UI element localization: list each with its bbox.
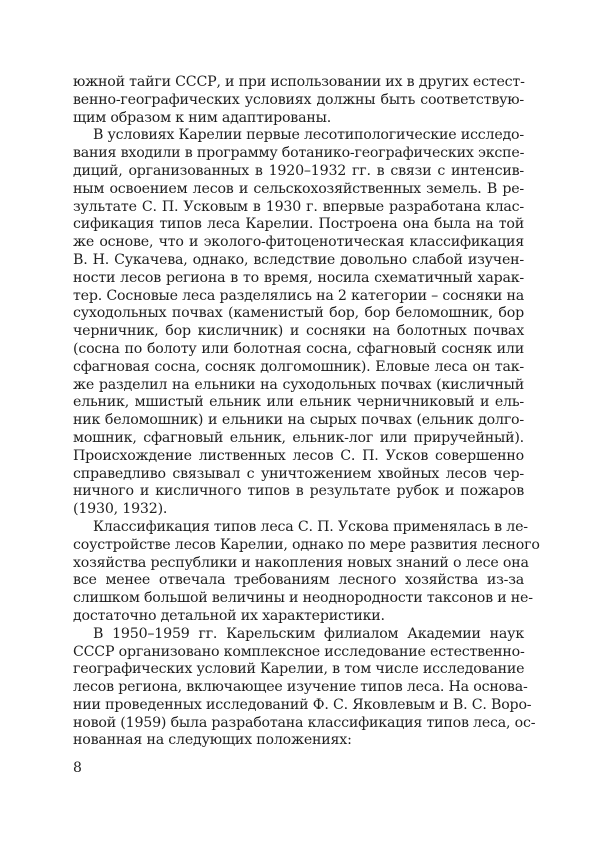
text-line: (сосна по болоту или болотная сосна, сфагновый сосняк или [73, 340, 524, 357]
text-line: хозяйства республики и накопления новых знаний о лесе она [73, 554, 529, 571]
text-line: мошник, сфагновый ельник, ельник-лог или приручейный). [73, 429, 524, 446]
text-line: ник беломошник) и ельники на сырых почвах (ельник долго- [73, 412, 524, 429]
text-line: географических условий Карелии, в том числе исследование [73, 661, 525, 678]
text-line: сфагновая сосна, сосняк долгомошник). Еловые леса он так- [73, 358, 524, 375]
paragraph [73, 74, 524, 127]
text-line: Классификация типов леса С. П. Ускова применялась в ле- [93, 518, 528, 535]
text-line: ности лесов региона в то время, носила схематичный харак- [73, 269, 524, 286]
text-line: все менее отвечала требованиям лесного хозяйства из-за [73, 572, 524, 589]
text-line: зультате С. П. Усковым в 1930 г. впервые разработана клас- [73, 198, 524, 215]
text-line: соустройстве лесов Карелии, однако по мере развития лесного [73, 536, 540, 553]
text-line: новой (1959) была разработана классификация типов леса, ос- [73, 714, 536, 731]
text-line: вания входили в программу ботанико-географических экспе- [73, 145, 525, 162]
page-body-text [73, 74, 540, 750]
text-line: В 1950–1959 гг. Карельским филиалом Академии наук [93, 625, 524, 642]
text-line: справедливо связывал с уничтожением хвойных лесов чер- [73, 465, 524, 482]
text-line: сификация типов леса Карелии. Построена она была на той [73, 216, 524, 233]
text-line: черничник, бор кисличник) и сосняки на болотных почвах [73, 323, 524, 340]
text-line: В условиях Карелии первые лесотипологические исследо- [93, 127, 524, 144]
text-line: венно-географических условиях должны быть соответствую- [73, 91, 524, 108]
text-line: южной тайги СССР, и при использовании их в других естест- [73, 74, 525, 90]
text-line: ным освоением лесов и сельскохозяйственных земель. В ре- [73, 180, 524, 197]
text-line: СССР организовано комплексное исследование естественно- [73, 643, 525, 660]
paragraph [73, 127, 524, 519]
text-line: слишком большой величины и неоднородности таксонов и не- [73, 590, 533, 607]
text-line: нованная на следующих положениях: [73, 732, 352, 749]
text-line: лесов региона, включающее изучение типов леса. На основа- [73, 679, 528, 696]
text-line: нии проведенных исследований Ф. С. Яковлевым и В. С. Воро- [73, 696, 532, 713]
paragraph [73, 625, 536, 751]
text-line: (1930, 1932). [73, 501, 168, 518]
text-line: суходольных почвах (каменистый бор, бор беломошник, бор [73, 305, 524, 322]
text-line: диций, организованных в 1920–1932 гг. в связи с интенсив- [73, 162, 524, 179]
page-number: 8 [73, 760, 82, 776]
paragraph [73, 518, 540, 626]
text-line: ельник, мшистый ельник или ельник черничниковый и ель- [73, 394, 524, 411]
text-line: Происхождение лиственных лесов С. П. Усков совершенно [73, 447, 524, 464]
text-line: тер. Сосновые леса разделялись на 2 категории – сосняки на [73, 287, 524, 304]
text-line: же разделил на ельники на суходольных почвах (кисличный [73, 376, 524, 393]
text-line: щим образом к ним адаптированы. [73, 109, 332, 126]
text-line: достаточно детальной их характеристики. [73, 607, 385, 624]
text-line: ничного и кисличного типов в результате рубок и пожаров [73, 483, 524, 500]
text-line: же основе, что и эколого-фитоценотическая классификация [73, 234, 524, 251]
text-line: В. Н. Сукачева, однако, вследствие довольно слабой изучен- [73, 251, 524, 268]
